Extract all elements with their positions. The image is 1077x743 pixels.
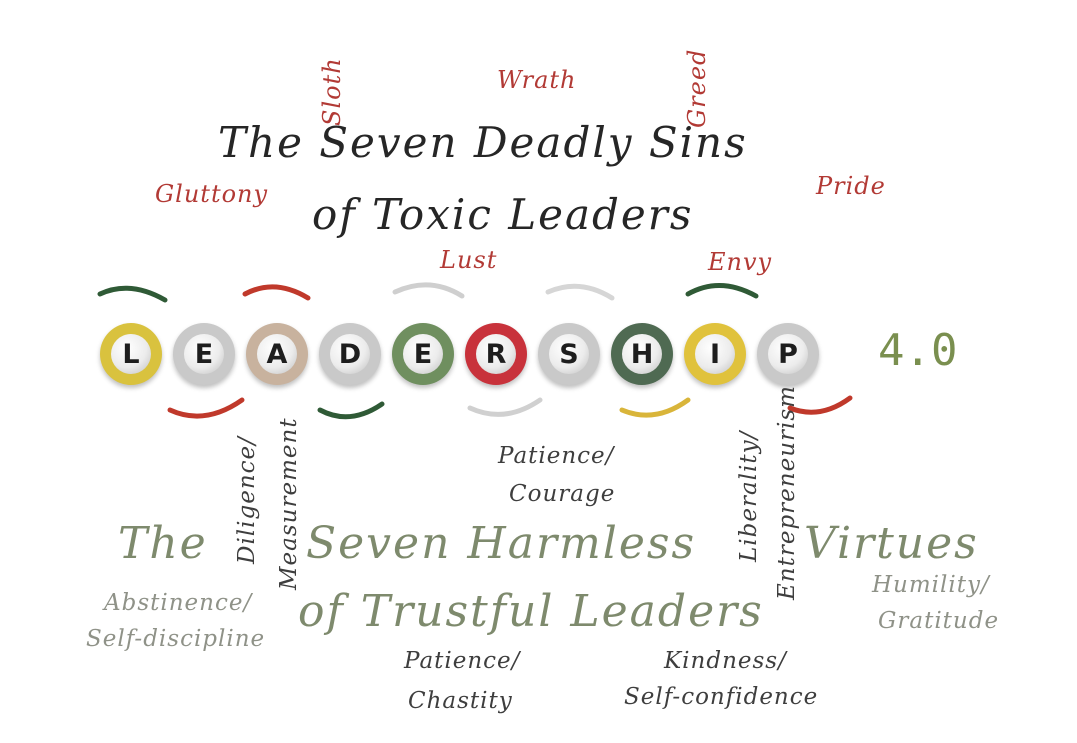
letter-ball-label: A: [257, 334, 297, 374]
letter-ball: [173, 323, 235, 385]
letter-ball-label: S: [549, 334, 589, 374]
swoosh-arrow: [320, 404, 382, 417]
swoosh-arrow: [470, 400, 540, 414]
virtue-kindness-line2: Self-confidence: [624, 684, 819, 710]
virtue-humility-line2: Gratitude: [878, 608, 1000, 634]
sin-gluttony: Gluttony: [155, 180, 269, 208]
virtue-abstinence-line2: Self-discipline: [86, 626, 266, 652]
letter-ball-label: E: [184, 334, 224, 374]
virtue-diligence: Diligence/: [234, 436, 260, 564]
letter-ball: [100, 323, 162, 385]
virtue-measurement: Measurement: [276, 417, 302, 590]
letter-ball: [319, 323, 381, 385]
sin-pride: Pride: [816, 172, 886, 200]
top-title-line1: The Seven Deadly Sins: [218, 118, 748, 167]
sin-lust: Lust: [440, 246, 498, 274]
letter-ball: [246, 323, 308, 385]
virtue-patience-courage-line1: Patience/: [498, 443, 615, 469]
sin-greed: Greed: [683, 48, 711, 128]
virtue-patience-chastity-line1: Patience/: [404, 648, 521, 674]
swoosh-arrow: [395, 285, 462, 296]
letter-ball: [538, 323, 600, 385]
virtue-entrepreneurism: Entrepreneurism: [774, 385, 800, 600]
virtue-kindness-line1: Kindness/: [664, 648, 787, 674]
letter-ball: [611, 323, 673, 385]
top-title-line2: of Toxic Leaders: [312, 190, 694, 239]
bottom-title-the: The: [118, 518, 208, 569]
sin-wrath: Wrath: [497, 66, 577, 94]
swoosh-arrow: [245, 287, 308, 298]
sin-envy: Envy: [708, 248, 773, 276]
virtue-patience-courage-line2: Courage: [509, 481, 616, 507]
letter-ball: [684, 323, 746, 385]
virtue-abstinence-line1: Abstinence/: [104, 590, 253, 616]
letter-ball-label: L: [111, 334, 151, 374]
swoosh-arrow: [688, 285, 756, 296]
virtue-liberality: Liberality/: [736, 430, 762, 562]
letter-ball-label: H: [622, 334, 662, 374]
swoosh-arrow: [622, 400, 688, 415]
version-label: 4.0: [878, 325, 958, 376]
letter-ball: [757, 323, 819, 385]
letter-ball-label: I: [695, 334, 735, 374]
letter-ball-label: P: [768, 334, 808, 374]
bottom-title-line2: of Trustful Leaders: [298, 586, 764, 637]
letter-ball: [392, 323, 454, 385]
virtue-patience-chastity-line2: Chastity: [408, 688, 513, 714]
bottom-title-seven-harmless: Seven Harmless: [306, 518, 697, 569]
letter-ball: [465, 323, 527, 385]
sin-sloth: Sloth: [318, 57, 346, 126]
letter-ball-label: E: [403, 334, 443, 374]
virtue-humility-line1: Humility/: [872, 572, 990, 598]
swoosh-arrow: [548, 286, 612, 298]
swoosh-arrow: [170, 400, 242, 416]
letter-ball-label: R: [476, 334, 516, 374]
letter-ball-label: D: [330, 334, 370, 374]
swoosh-arrow: [100, 288, 165, 300]
bottom-title-virtues: Virtues: [804, 518, 979, 569]
